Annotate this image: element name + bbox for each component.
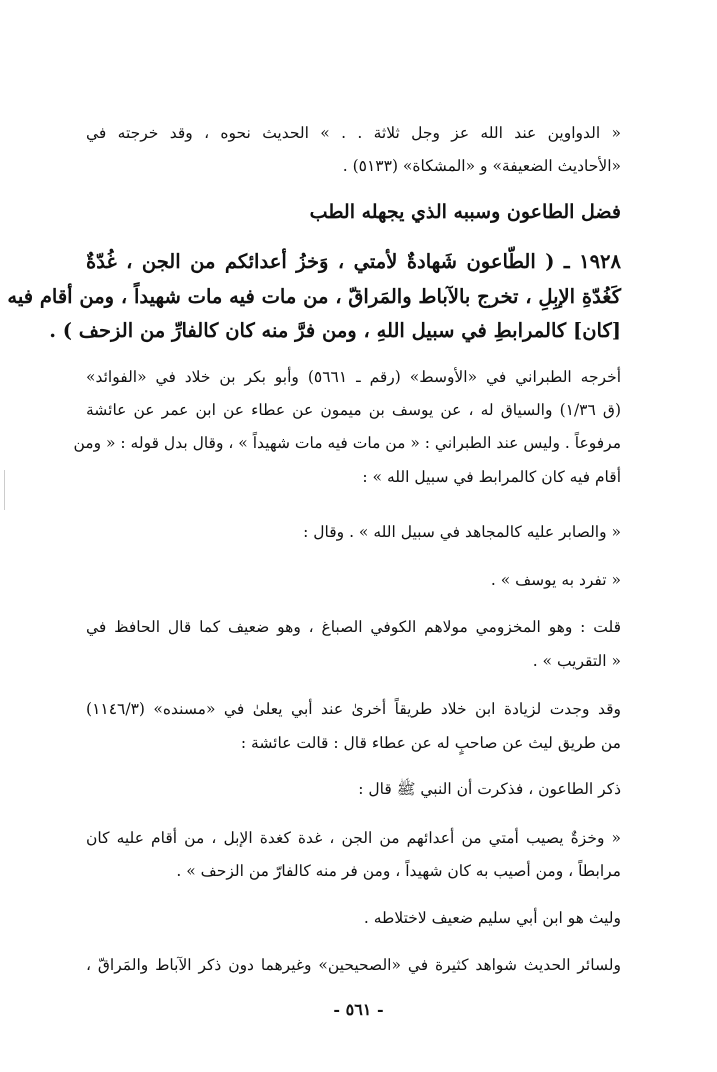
section-heading: فضل الطاعون وسببه الذي يجهله الطب xyxy=(309,201,621,223)
hadith-line: ١٩٢٨ ـ ( الطّاعون شَهادةٌ لأمتي ، وَخزُ أعدائكم من الجن ، غُدّةٌ xyxy=(86,250,621,273)
text-line: من طريق ليث عن صاحبٍ له عن عطاء قال : قالت عائشة : xyxy=(240,734,621,752)
text-line: مرابطاً ، ومن أصيب به كان شهيداً ، ومن فر منه كالفارّ من الزحف » . xyxy=(176,862,621,880)
text-line: « والصابر عليه كالمجاهد في سبيل الله » . وقال : xyxy=(303,523,621,541)
scan-edge-mark xyxy=(4,470,5,510)
text-line: قلت : وهو المخزومي مولاهم الكوفي الصباغ ، وهو ضعيف كما قال الحافظ في xyxy=(86,618,621,636)
hadith-line: [كان] كالمرابطِ في سبيل اللهِ ، ومن فرَّ منه كان كالفارِّ من الزحف ) . xyxy=(49,319,621,342)
text-line: أقام فيه كان كالمرابط في سبيل الله » : xyxy=(362,468,621,486)
page-number: - ٥٦١ - xyxy=(333,1000,384,1019)
text-line: ذكر الطاعون ، فذكرت أن النبي ﷺ قال : xyxy=(358,780,621,798)
text-line: وليث هو ابن أبي سليم ضعيف لاختلاطه . xyxy=(363,909,621,927)
text-line: أخرجه الطبراني في «الأوسط» (رقم ـ ٥٦٦١) وأبو بكر بن خلاد في «الفوائد» xyxy=(86,368,621,386)
hadith-line: كَغُدّةِ الإبِلِ ، تخرج بالآباط والمَراقّ ، من مات فيه مات شهيداً ، ومن أقام فيه xyxy=(7,285,621,308)
text-line: مرفوعاً . وليس عند الطبراني : « من مات فيه مات شهيداً » ، وقال بدل قوله : « ومن xyxy=(73,434,621,452)
text-line: « تفرد به يوسف » . xyxy=(490,571,621,589)
text-line: ولسائر الحديث شواهد كثيرة في «الصحيحين» وغيرهما دون ذكر الآباط والمَراقّ ، xyxy=(86,956,621,974)
text-line: « وخزةٌ يصيب أمتي من أعدائهم من الجن ، غدة كغدة الإبل ، من أقام عليه كان xyxy=(86,829,621,847)
text-line: (ق ١/٣٦) والسياق له ، عن يوسف بن ميمون عن عطاء عن ابن عمر عن عائشة xyxy=(86,401,621,419)
text-line: وقد وجدت لزيادة ابن خلاد طريقاً أخرىٰ عند أبي يعلىٰ في «مسنده» (١١٤٦/٣) xyxy=(86,700,621,718)
text-line: «الأحاديث الضعيفة» و «المشكاة» (٥١٣٣) . xyxy=(342,157,621,175)
text-line: « التقريب » . xyxy=(532,652,621,670)
text-line: « الدواوين عند الله عز وجل ثلاثة . . » الحديث نحوه ، وقد خرجته في xyxy=(86,124,621,142)
